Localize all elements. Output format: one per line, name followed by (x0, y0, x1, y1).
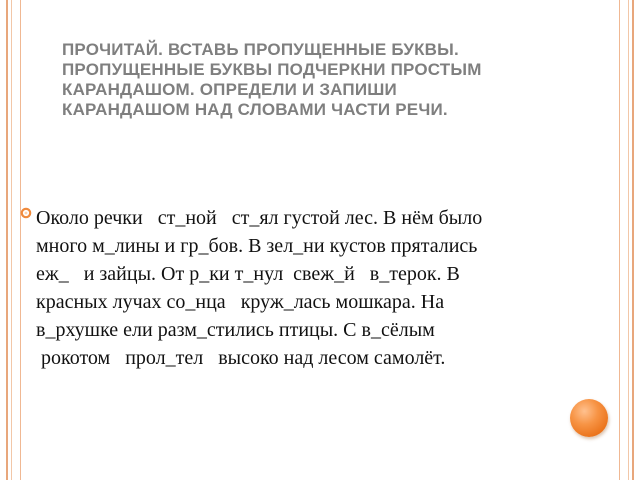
text-line-4: красных лучах со_нца круж_лась мошкара. На (36, 291, 445, 313)
text-line-6: рокотом прол_тел высоко над лесом самолёт. (36, 347, 446, 369)
orange-orb-icon (570, 399, 608, 437)
text-line-3: еж_ и зайцы. От р_ки т_нул свеж_й в_терок. В (36, 263, 460, 285)
right-border-stripe-thin (628, 0, 629, 480)
title-line-2: ПРОПУЩЕННЫЕ БУКВЫ ПОДЧЕРКНИ ПРОСТЫМ (62, 60, 482, 79)
exercise-paragraph (36, 204, 600, 372)
left-border-stripe-thin (11, 0, 12, 480)
ring-bullet-icon (20, 207, 32, 219)
text-line-2: много м_лины и гр_бов. В зел_ни кустов прятались (36, 235, 478, 257)
exercise-text-block (20, 204, 600, 372)
right-border-stripe-inner (619, 0, 620, 480)
text-line-1: Около речки ст_ной ст_ял густой лес. В нём было (36, 207, 483, 229)
left-border-stripe (6, 0, 8, 480)
slide-title (62, 40, 582, 120)
title-line-3: КАРАНДАШОМ. ОПРЕДЕЛИ И ЗАПИШИ (62, 80, 397, 99)
text-line-5: в_рхушке ели разм_стились птицы. С в_сёлым (36, 319, 435, 341)
title-line-1: ПРОЧИТАЙ. ВСТАВЬ ПРОПУЩЕННЫЕ БУКВЫ. (62, 40, 459, 59)
right-border-stripe (632, 0, 634, 480)
title-line-4: КАРАНДАШОМ НАД СЛОВАМИ ЧАСТИ РЕЧИ. (62, 100, 448, 119)
